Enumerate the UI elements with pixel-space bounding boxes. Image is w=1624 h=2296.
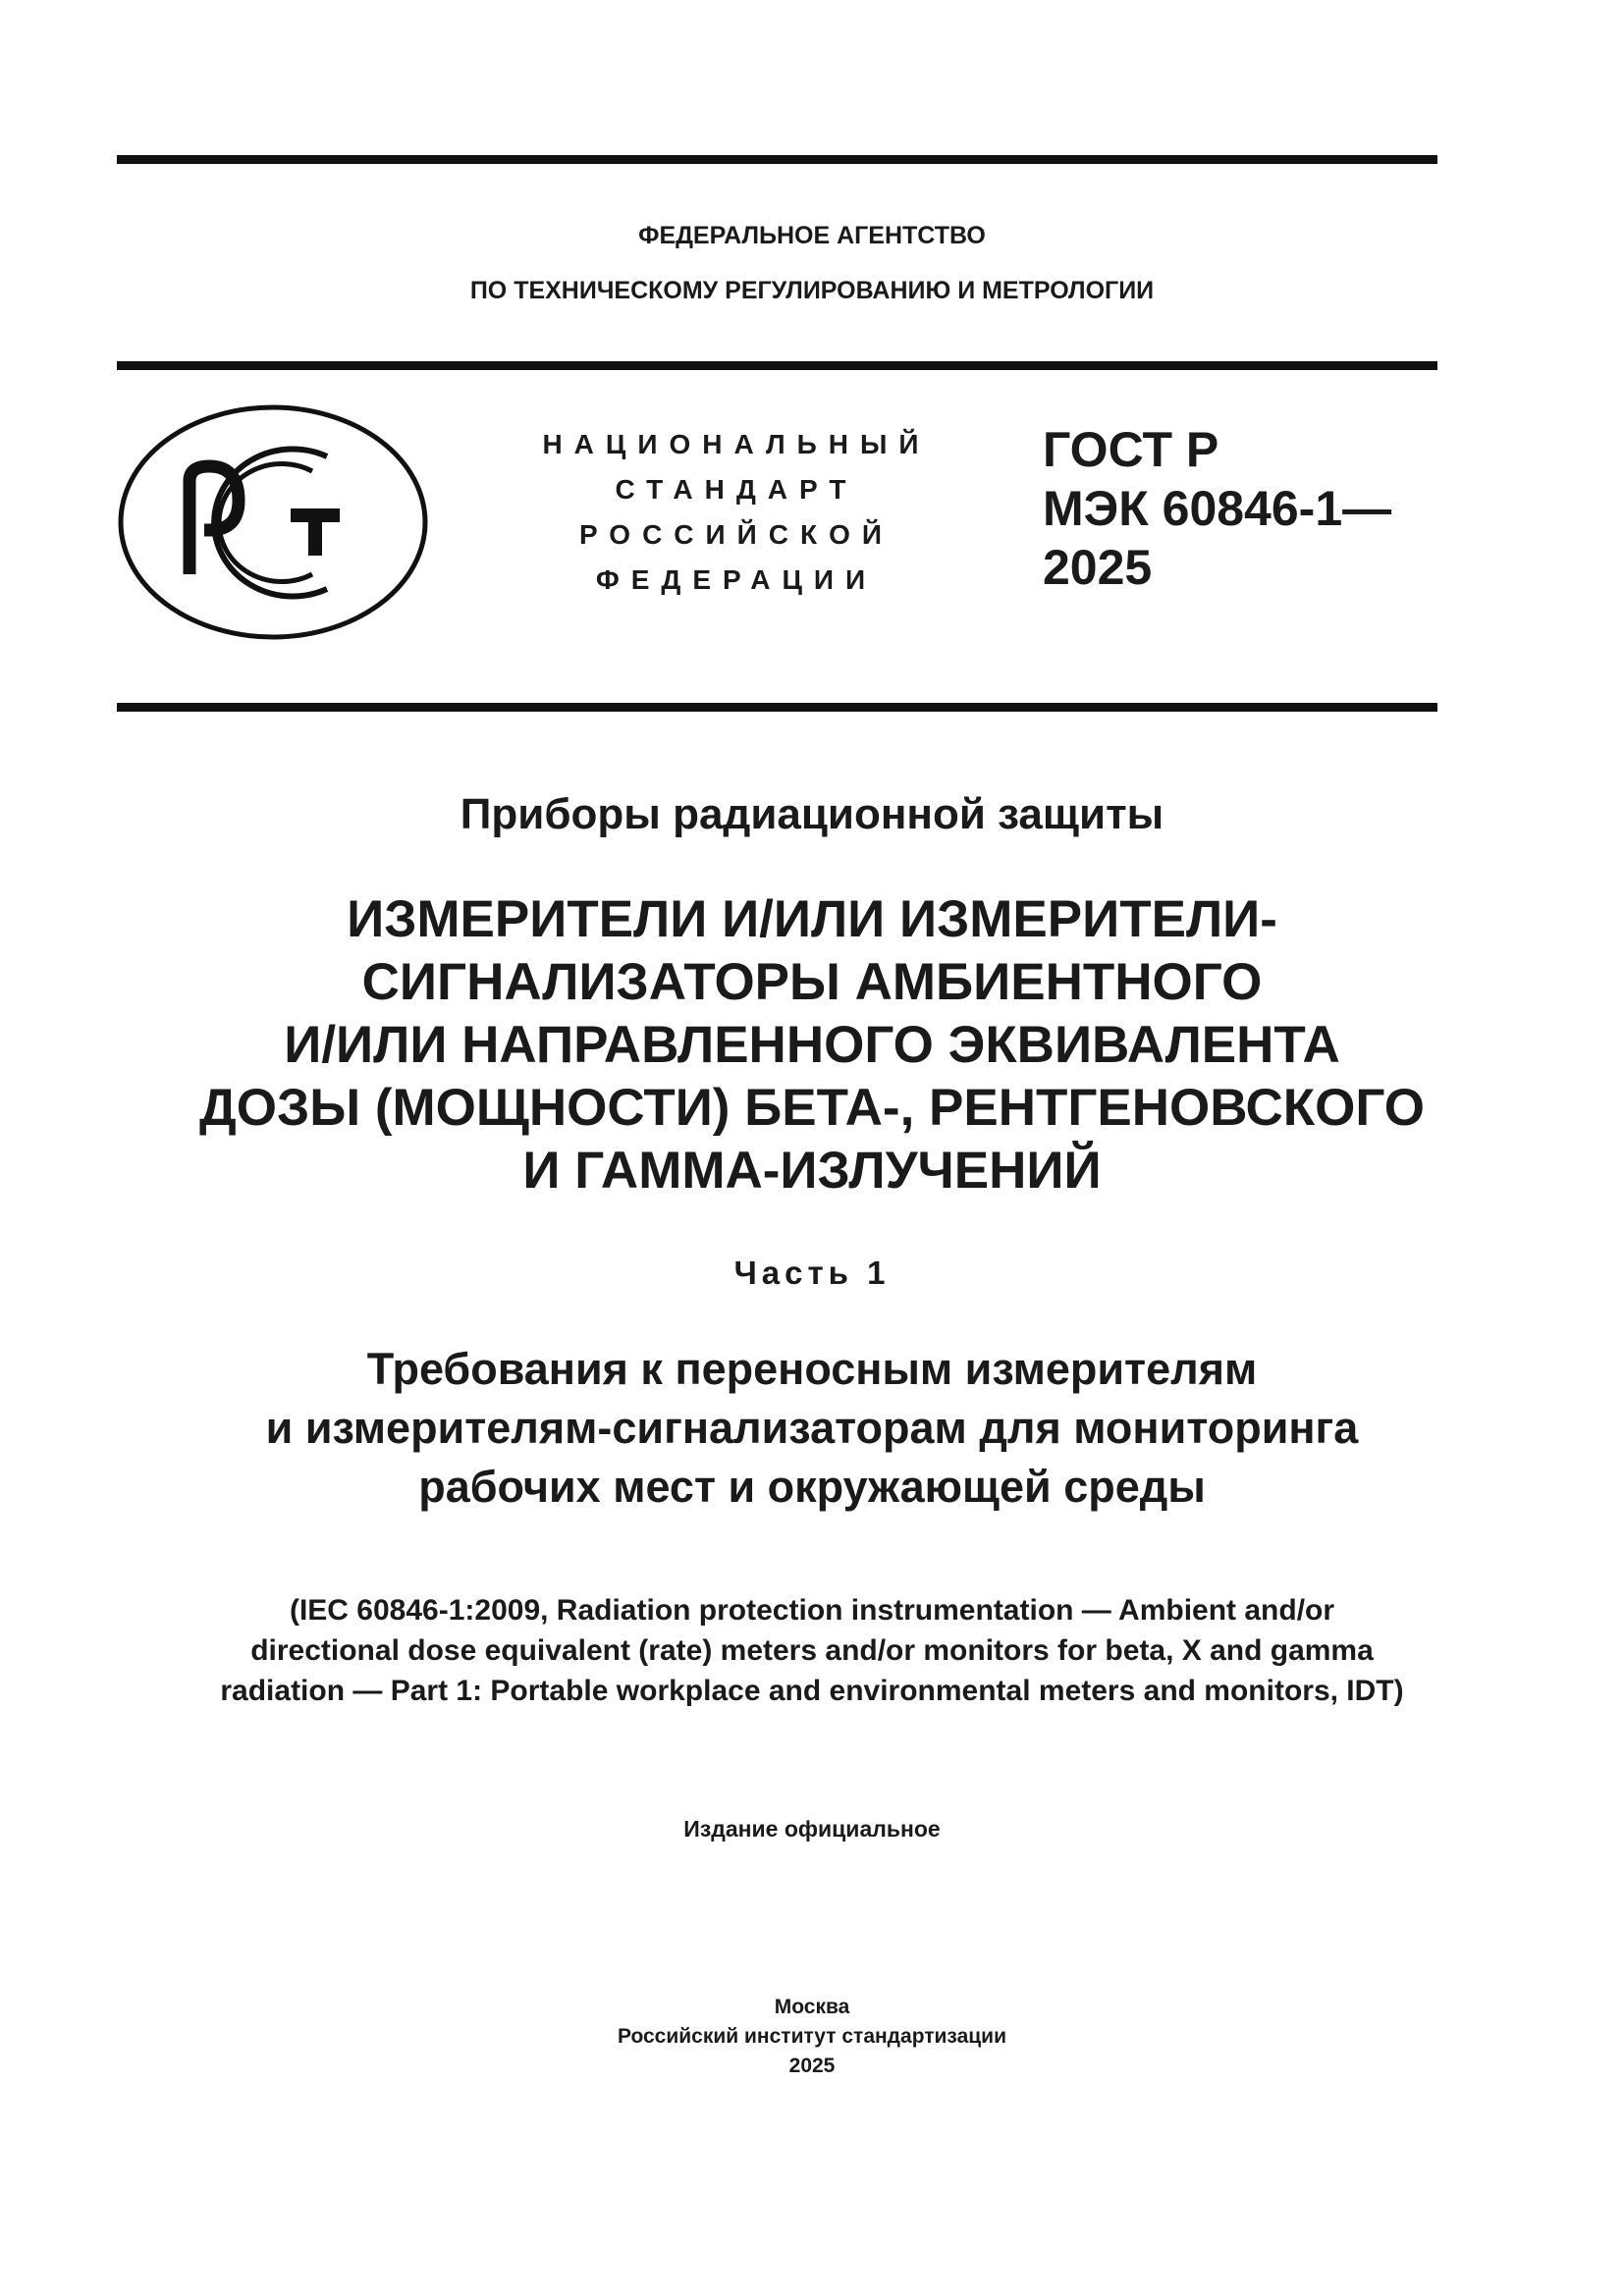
agency-line-2: ПО ТЕХНИЧЕСКОМУ РЕГУЛИРОВАНИЮ И МЕТРОЛОГИИ (469, 277, 1155, 304)
designation-line-3: 2025 (1043, 540, 1153, 595)
iec-line: (IEC 60846-1:2009, Radiation protection instrumentation — Ambient and/or (289, 1594, 1335, 1627)
designation-line-1: ГОСТ Р (1043, 422, 1219, 477)
main-title-line: ИЗМЕРИТЕЛИ И/ИЛИ ИЗМЕРИТЕЛИ- (347, 890, 1277, 948)
edition-label: Издание официальное (683, 1816, 941, 1842)
subtitle-line: рабочих мест и окружающей среды (418, 1462, 1206, 1512)
agency-line-1: ФЕДЕРАЛЬНОЕ АГЕНТСТВО (638, 222, 986, 249)
subtitle-line: Требования к переносным измерителям (366, 1344, 1258, 1394)
imprint-year: 2025 (788, 2055, 836, 2077)
standard-designation (1043, 420, 1391, 597)
main-title-line: И/ИЛИ НАПРАВЛЕННОГО ЭКВИВАЛЕНТА (284, 1016, 1340, 1074)
main-title-line: И ГАММА-ИЗЛУЧЕНИЙ (522, 1142, 1102, 1200)
nat-line-1: НАЦИОНАЛЬНЫЙ (542, 429, 931, 459)
iec-line: radiation — Part 1: Portable workplace and environmental meters and monitors, IDT) (220, 1675, 1404, 1707)
nat-line-3: РОССИЙСКОЙ (579, 519, 893, 550)
subtitle (0, 1340, 1624, 1517)
nat-line-2: СТАНДАРТ (615, 474, 858, 505)
nat-line-4: ФЕДЕРАЦИИ (595, 564, 878, 595)
middle-rule (117, 361, 1437, 370)
part-label: Часть 1 (733, 1255, 891, 1291)
main-title (0, 888, 1624, 1202)
designation-line-2: МЭК 60846-1— (1043, 481, 1392, 536)
top-rule (117, 155, 1437, 164)
imprint-publisher: Российский институт стандартизации (617, 2025, 1007, 2048)
iec-line: directional dose equivalent (rate) meters and/or monitors for beta, X and gamma (250, 1634, 1374, 1667)
main-title-line: ДОЗЫ (МОЩНОСТИ) БЕТА-, РЕНТГЕНОВСКОГО (199, 1079, 1425, 1137)
bottom-rule (117, 703, 1437, 712)
iec-reference (0, 1590, 1624, 1711)
rst-logo (116, 402, 430, 648)
group-title: Приборы радиационной защиты (460, 790, 1164, 838)
main-title-line: СИГНАЛИЗАТОРЫ АМБИЕНТНОГО (361, 953, 1263, 1011)
subtitle-line: и измерителям-сигнализаторам для мониторинга (265, 1403, 1359, 1453)
imprint-city: Москва (774, 1996, 850, 2018)
imprint (0, 1993, 1624, 2081)
national-standard-label (491, 422, 982, 603)
